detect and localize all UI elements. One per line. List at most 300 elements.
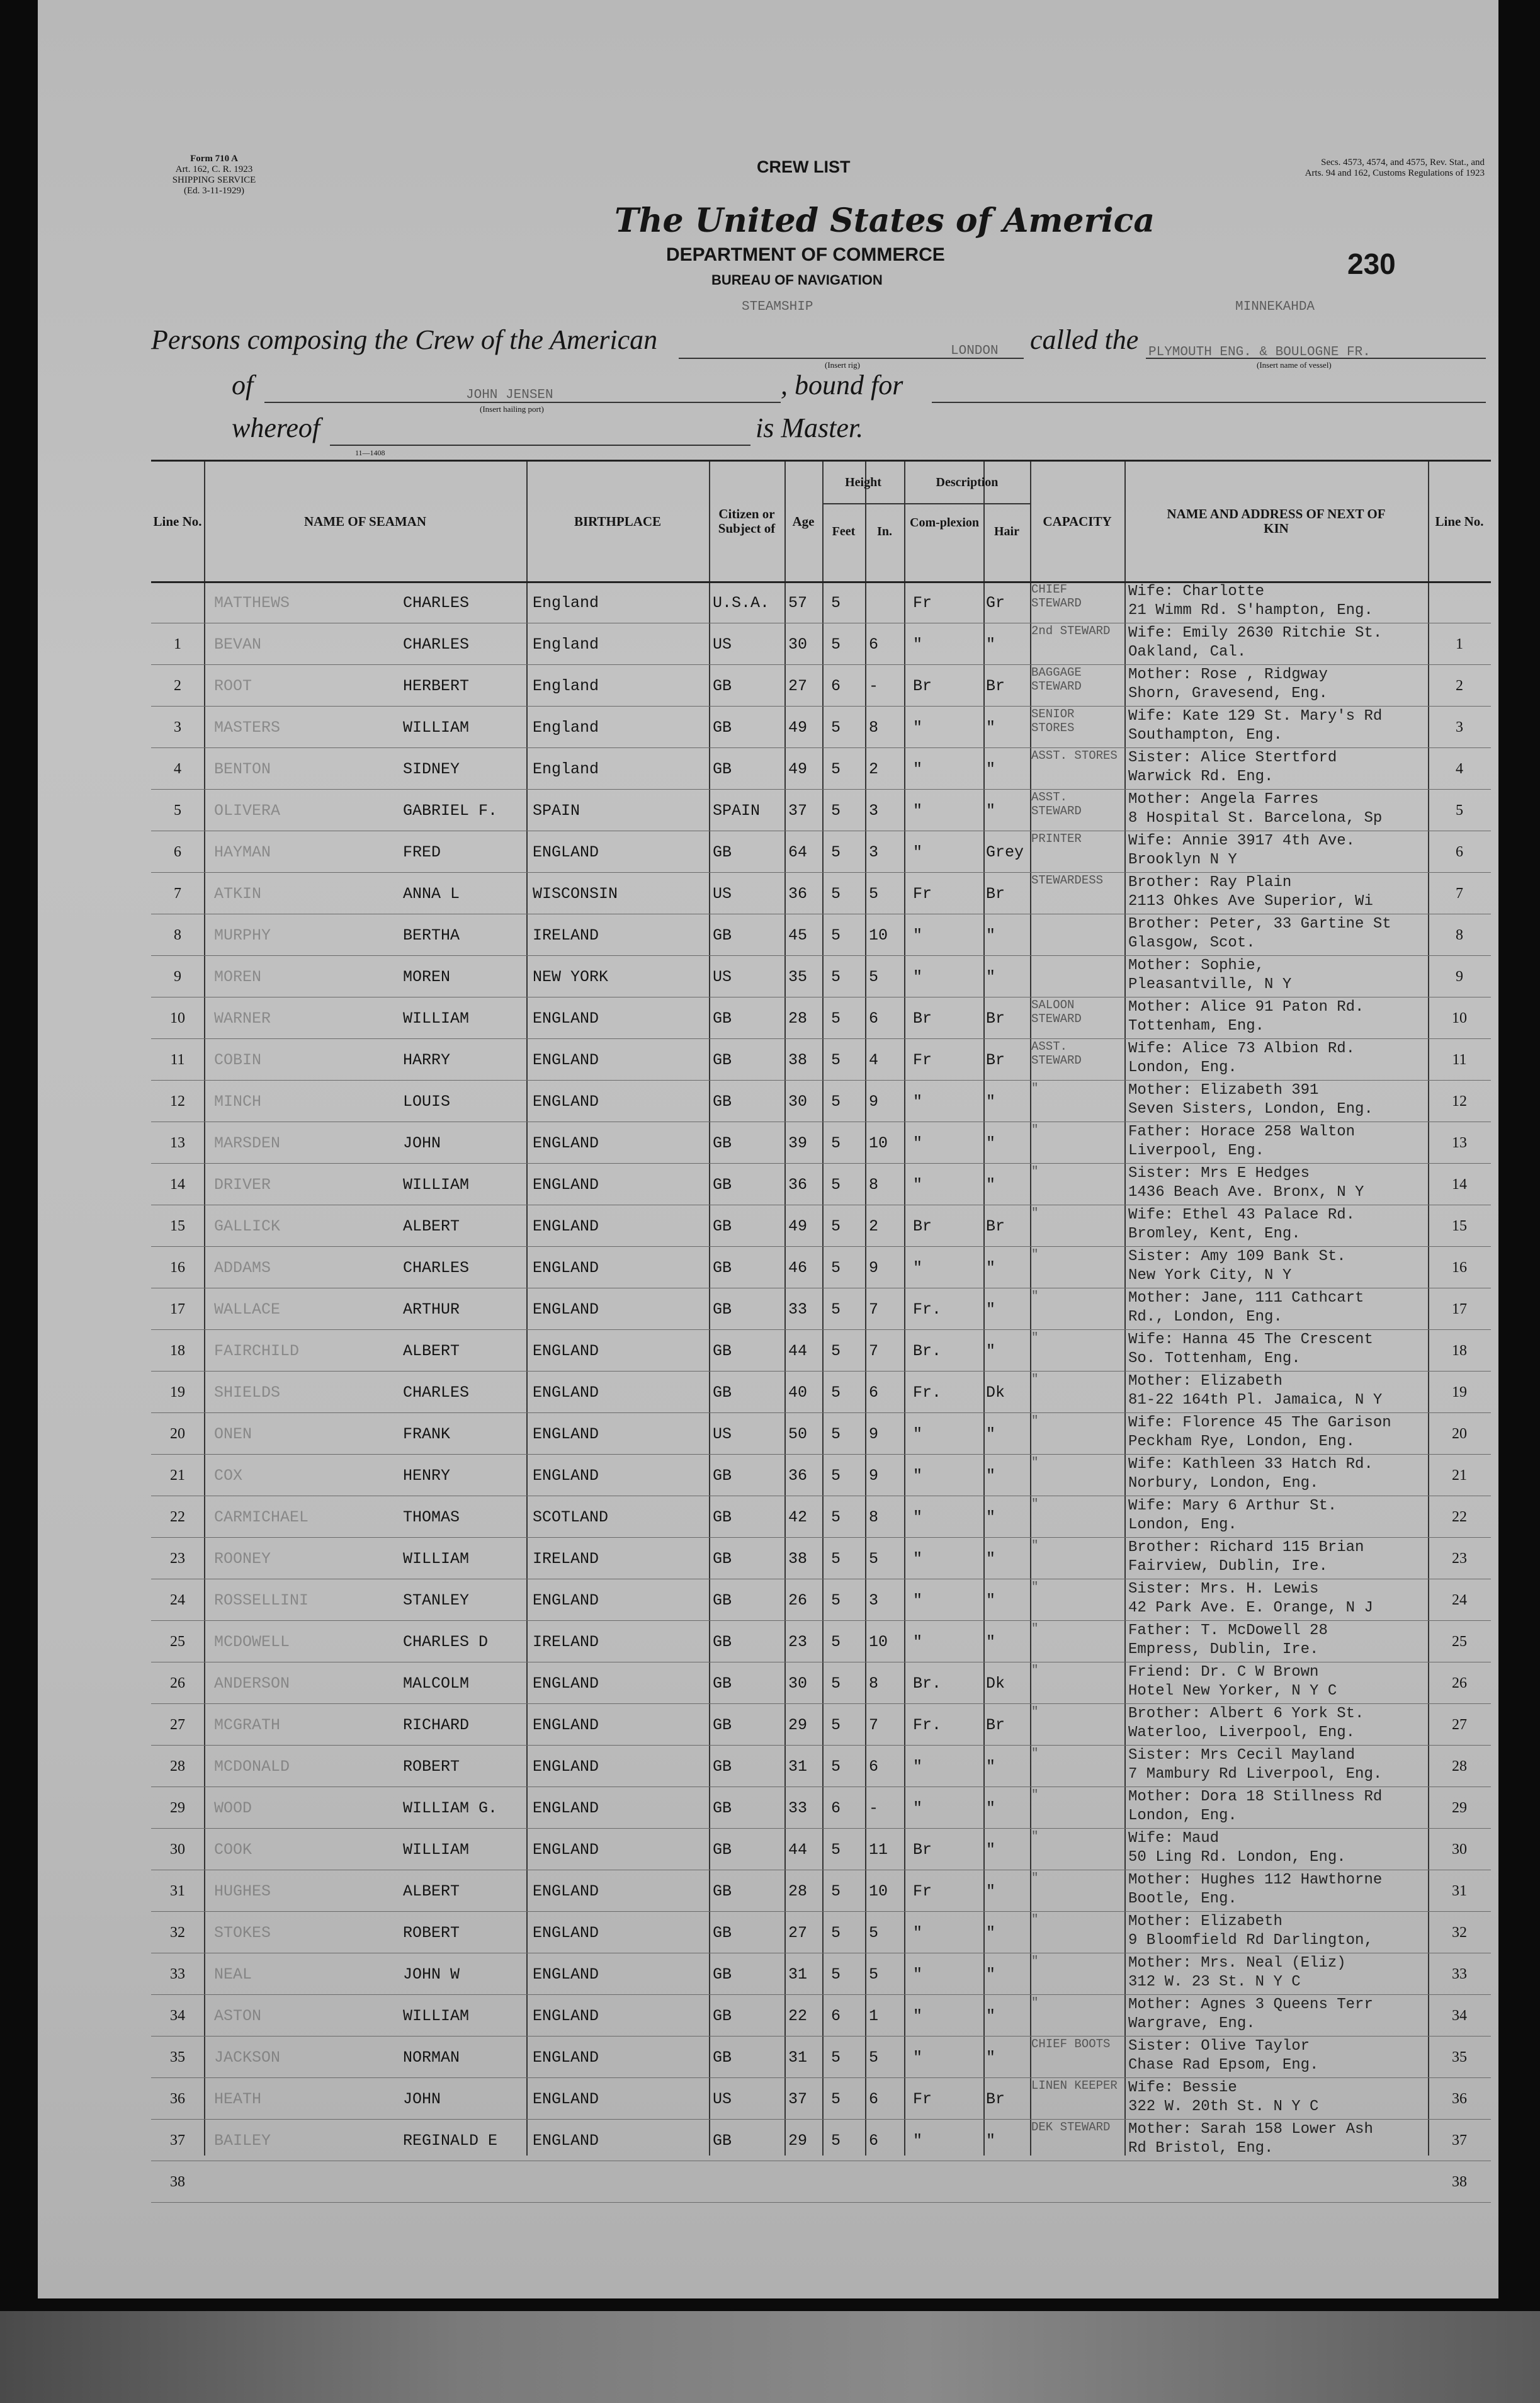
citizenship: GB [713,1591,732,1610]
seaman-given-name: WILLIAM [403,2007,470,2025]
line-number-right: 26 [1452,1675,1467,1691]
called-the-label: called the [1030,324,1139,355]
hair: " [986,635,996,654]
complexion: " [913,1134,923,1152]
hair: " [986,719,996,737]
age: 38 [788,1051,808,1069]
height-feet: 5 [831,1965,841,1984]
crew-row [151,1371,1491,1413]
citizenship: GB [713,1093,732,1111]
next-of-kin-name: Sister: Mrs Cecil Mayland [1128,1747,1356,1764]
next-of-kin-address: Bootle, Eng. [1128,1890,1237,1907]
seaman-given-name: ANNA L [403,885,460,903]
complexion: " [913,1508,923,1526]
line-number-right: 15 [1452,1218,1467,1234]
height-feet: 5 [831,1841,841,1859]
next-of-kin-name: Mother: Dora 18 Stillness Rd [1128,1788,1383,1805]
next-of-kin-address: 2113 Ohkes Ave Superior, Wi [1128,893,1373,910]
line-number: 36 [170,2091,185,2107]
citizenship: GB [713,1799,732,1817]
hair: " [986,1965,996,1984]
capacity: " [1031,1996,1039,2009]
crew-row [151,1537,1491,1579]
insert-port-hint: (Insert hailing port) [480,404,544,414]
capacity: 2nd STEWARD [1031,624,1111,638]
age: 30 [788,1674,808,1693]
citizenship: GB [713,1259,732,1277]
next-of-kin-name: Father: T. McDowell 28 [1128,1622,1328,1639]
hair: " [986,2048,996,2067]
line-number-right: 37 [1452,2132,1467,2149]
line-number: 14 [170,1176,185,1193]
complexion: Br. [913,1342,942,1360]
line-number: 24 [170,1592,185,1608]
line-number: 6 [174,844,181,860]
height-feet: 5 [831,1300,841,1319]
seaman-surname: ADDAMS [214,1259,271,1277]
whereof-label: whereof [232,412,320,443]
next-of-kin-name: Sister: Olive Taylor [1128,2038,1310,2055]
hair: " [986,2007,996,2025]
height-feet: 5 [831,1176,841,1194]
height-inches: 5 [869,1550,879,1568]
age: 33 [788,1799,808,1817]
height-inches: 4 [869,1051,879,1069]
col-line-no-right: Line No. [1435,513,1484,529]
citizenship: GB [713,677,732,695]
seaman-surname: MATTHEWS [214,594,290,612]
line-number-right: 5 [1456,802,1463,819]
complexion: Fr [913,594,932,612]
seaman-surname: FAIRCHILD [214,1342,300,1360]
seaman-given-name: LOUIS [403,1093,451,1111]
crew-row [151,1745,1491,1787]
birthplace: ENGLAND [533,1467,599,1485]
citizenship: GB [713,2048,732,2067]
col-citizen: Citizen or Subject of [718,506,776,536]
line-number-right: 11 [1452,1052,1467,1068]
line-number: 32 [170,1924,185,1941]
citizenship: GB [713,1176,732,1194]
crew-row [151,789,1491,831]
line-number: 27 [170,1717,185,1733]
next-of-kin-name: Brother: Ray Plain [1128,874,1292,891]
capacity: LINEN KEEPER [1031,2079,1118,2093]
age: 49 [788,1217,808,1236]
height-feet: 5 [831,926,841,945]
form-edition: (Ed. 3-11-1929) [183,186,245,196]
next-of-kin-address: So. Tottenham, Eng. [1128,1350,1301,1367]
age: 31 [788,2048,808,2067]
capacity: " [1031,1788,1039,1802]
capacity: " [1031,1081,1039,1095]
line-number-right: 19 [1452,1384,1467,1400]
crew-row [151,872,1491,914]
citizenship: SPAIN [713,802,761,820]
crew-row [151,2036,1491,2078]
height-inches: 8 [869,1674,879,1693]
department-heading: DEPARTMENT OF COMMERCE [666,244,945,265]
birthplace: ENGLAND [533,2132,599,2150]
next-of-kin-address: Rd., London, Eng. [1128,1309,1282,1326]
next-of-kin-address: 50 Ling Rd. London, Eng. [1128,1849,1346,1866]
col-feet: Feet [832,525,856,538]
next-of-kin-address: Peckham Rye, London, Eng. [1128,1433,1356,1450]
line-number-right: 17 [1452,1301,1467,1317]
capacity: BAGGAGE STEWARD [1031,666,1082,693]
country-heading: The United States of America [614,202,1155,240]
seaman-surname: SHIELDS [214,1383,281,1402]
capacity: " [1031,1622,1039,1635]
seaman-surname: COOK [214,1841,252,1859]
complexion: " [913,843,923,861]
age: 64 [788,843,808,861]
line-number-right: 7 [1456,885,1463,902]
hair: " [986,1882,996,1900]
hair: Br [986,1217,1005,1236]
height-inches: 7 [869,1342,879,1360]
height-inches: 3 [869,843,879,861]
next-of-kin-name: Mother: Jane, 111 Cathcart [1128,1290,1364,1307]
age: 36 [788,1176,808,1194]
age: 29 [788,2132,808,2150]
seaman-given-name: SIDNEY [403,760,460,778]
next-of-kin-name: Wife: Emily 2630 Ritchie St. [1128,625,1383,642]
line-number-right: 12 [1452,1093,1467,1110]
next-of-kin-address: Rd Bristol, Eng. [1128,2140,1274,2157]
line-number: 30 [170,1841,185,1858]
birthplace: ENGLAND [533,1134,599,1152]
line-number-right: 1 [1456,636,1463,652]
col-complexion: Com-plexion [910,516,979,530]
hair: " [986,1093,996,1111]
hair: " [986,1342,996,1360]
line-number-right: 35 [1452,2049,1467,2065]
seaman-surname: HEATH [214,2090,262,2108]
height-feet: 5 [831,1508,841,1526]
next-of-kin-name: Wife: Mary 6 Arthur St. [1128,1497,1337,1514]
next-of-kin-name: Mother: Alice 91 Paton Rd. [1128,999,1364,1016]
birthplace: ENGLAND [533,1259,599,1277]
complexion: " [913,1965,923,1984]
hair: " [986,1550,996,1568]
col-birthplace: BIRTHPLACE [574,513,662,529]
height-inches: 5 [869,968,879,986]
line-number: 2 [174,678,181,694]
next-of-kin-name: Brother: Peter, 33 Gartine St [1128,916,1391,933]
birthplace: WISCONSIN [533,885,618,903]
hair: Grey [986,843,1024,861]
height-feet: 5 [831,1758,841,1776]
height-feet: 5 [831,1051,841,1069]
seaman-given-name: WILLIAM G. [403,1799,498,1817]
hair: Br [986,885,1005,903]
line-number-right: 34 [1452,2008,1467,2024]
form-number-block [151,154,277,196]
line-number-right: 8 [1456,927,1463,943]
seaman-surname: COX [214,1467,243,1485]
age: 28 [788,1009,808,1028]
next-of-kin-address: 8 Hospital St. Barcelona, Sp [1128,810,1383,827]
seaman-given-name: WILLIAM [403,1009,470,1028]
seaman-given-name: CHARLES [403,1383,470,1402]
complexion: " [913,926,923,945]
seaman-surname: WALLACE [214,1300,281,1319]
next-of-kin-name: Mother: Elizabeth [1128,1913,1282,1930]
height-feet: 5 [831,885,841,903]
seaman-surname: DRIVER [214,1176,271,1194]
complexion: " [913,1633,923,1651]
birthplace: IRELAND [533,926,599,945]
next-of-kin-name: Sister: Amy 109 Bank St. [1128,1248,1346,1265]
next-of-kin-name: Mother: Elizabeth [1128,1373,1282,1390]
age: 27 [788,1924,808,1942]
age: 29 [788,1716,808,1734]
height-feet: 5 [831,1550,841,1568]
birthplace: ENGLAND [533,1300,599,1319]
line-number: 10 [170,1010,185,1026]
age: 49 [788,719,808,737]
seaman-given-name: JOHN [403,1134,441,1152]
height-inches: 2 [869,1217,879,1236]
next-of-kin-address: New York City, N Y [1128,1267,1292,1284]
seaman-surname: BENTON [214,760,271,778]
capacity: " [1031,1289,1039,1303]
hair: " [986,968,996,986]
line-number-right: 24 [1452,1592,1467,1608]
citizenship: GB [713,1965,732,1984]
line-number-right: 25 [1452,1633,1467,1650]
hair: " [986,1758,996,1776]
seaman-surname: MOREN [214,968,262,986]
complexion: " [913,635,923,654]
hair: " [986,2132,996,2150]
age: 45 [788,926,808,945]
crew-row [151,2119,1491,2161]
col-next-of-kin: NAME AND ADDRESS OF NEXT OF KIN [1167,506,1386,536]
capacity: " [1031,1372,1039,1386]
next-of-kin-address: Pleasantville, N Y [1128,976,1292,993]
line-number: 34 [170,2008,185,2024]
next-of-kin-name: Wife: Hanna 45 The Crescent [1128,1331,1373,1348]
seaman-surname: ROOT [214,677,252,695]
seaman-given-name: ALBERT [403,1882,460,1900]
vessel-value: MINNEKAHDA [1235,300,1315,314]
citizenship: GB [713,1383,732,1402]
master-value: JOHN JENSEN [466,388,553,402]
crew-row [151,1329,1491,1372]
birthplace: ENGLAND [533,1716,599,1734]
complexion: " [913,1176,923,1194]
line-number: 17 [170,1301,185,1317]
capacity: SENIOR STORES [1031,707,1075,735]
seaman-surname: BAILEY [214,2132,271,2150]
next-of-kin-name: Mother: Angela Farres [1128,791,1319,808]
line-number: 20 [170,1426,185,1442]
capacity: " [1031,1538,1039,1552]
age: 30 [788,1093,808,1111]
height-inches: 9 [869,1093,879,1111]
height-inches: 5 [869,2048,879,2067]
crew-row [151,2077,1491,2120]
crew-row [151,1662,1491,1704]
next-of-kin-address: 1436 Beach Ave. Bronx, N Y [1128,1184,1364,1201]
seaman-surname: WARNER [214,1009,271,1028]
line-number: 9 [174,969,181,985]
seaman-surname: ONEN [214,1425,252,1443]
complexion: " [913,2007,923,2025]
complexion: " [913,1758,923,1776]
age: 38 [788,1550,808,1568]
hair: Br [986,1009,1005,1028]
height-feet: 5 [831,719,841,737]
line-number: 12 [170,1093,185,1110]
capacity: PRINTER [1031,832,1082,846]
capacity: CHIEF STEWARD [1031,582,1082,610]
next-of-kin-address: London, Eng. [1128,1516,1237,1533]
capacity: " [1031,1164,1039,1178]
seaman-given-name: JOHN W [403,1965,460,1984]
birthplace: NEW YORK [533,968,609,986]
citizenship: GB [713,843,732,861]
insert-vessel-hint: (Insert name of vessel) [1257,360,1332,370]
seaman-surname: ANDERSON [214,1674,290,1693]
crew-row [151,1246,1491,1288]
complexion: " [913,1259,923,1277]
seaman-given-name: MALCOLM [403,1674,470,1693]
hair: " [986,1467,996,1485]
next-of-kin-address: London, Eng. [1128,1807,1237,1824]
citizenship: GB [713,1051,732,1069]
next-of-kin-address: Shorn, Gravesend, Eng. [1128,685,1328,702]
height-feet: 5 [831,1716,841,1734]
height-inches: 6 [869,1758,879,1776]
height-feet: 5 [831,1467,841,1485]
height-inches: 6 [869,2132,879,2150]
age: 42 [788,1508,808,1526]
next-of-kin-name: Mother: Agnes 3 Queens Terr [1128,1996,1373,2013]
age: 26 [788,1591,808,1610]
height-feet: 5 [831,1259,841,1277]
complexion: Fr [913,885,932,903]
capacity: " [1031,1497,1039,1511]
birthplace: ENGLAND [533,1051,599,1069]
bound-for-value: PLYMOUTH ENG. & BOULOGNE FR. [1148,345,1371,360]
capacity: ASST. STORES [1031,749,1118,763]
statutes-line-2: Arts. 94 and 162, Customs Regulations of 1923 [1305,168,1485,178]
citizenship: GB [713,1924,732,1942]
height-inches: 8 [869,1176,879,1194]
next-of-kin-name: Friend: Dr. C W Brown [1128,1664,1319,1681]
age: 37 [788,2090,808,2108]
height-inches: 6 [869,635,879,654]
age: 31 [788,1965,808,1984]
col-line-no: Line No. [153,513,202,529]
line-number-right: 29 [1452,1800,1467,1816]
capacity: " [1031,1247,1039,1261]
hair: " [986,1841,996,1859]
seaman-given-name: WILLIAM [403,1841,470,1859]
scanner-bed-strip [0,2311,1540,2403]
line-number: 26 [170,1675,185,1691]
citizenship: GB [713,2007,732,2025]
next-of-kin-address: 312 W. 23 St. N Y C [1128,1974,1301,1991]
line-number: 31 [170,1883,185,1899]
height-inches: 10 [869,926,888,945]
next-of-kin-name: Wife: Bessie [1128,2079,1237,2096]
hair: " [986,926,996,945]
capacity: ASST. STEWARD [1031,790,1082,818]
crew-row [151,1703,1491,1746]
line-number-right: 3 [1456,719,1463,736]
crew-row [151,1038,1491,1081]
height-inches: 3 [869,1591,879,1610]
crew-row [151,1994,1491,2037]
birthplace: England [533,635,599,654]
hair: " [986,802,996,820]
line-number-right: 6 [1456,844,1463,860]
seaman-given-name: FRED [403,843,441,861]
height-inches: 9 [869,1467,879,1485]
capacity: " [1031,1871,1039,1885]
age: 28 [788,1882,808,1900]
crew-row [151,747,1491,790]
complexion: " [913,802,923,820]
seaman-surname: MCDONALD [214,1758,290,1776]
citizenship: US [713,635,732,654]
hair: Gr [986,594,1005,612]
line-number-right: 23 [1452,1550,1467,1567]
height-feet: 5 [831,2132,841,2150]
seaman-surname: MCDOWELL [214,1633,290,1651]
capacity: STEWARDESS [1031,873,1104,887]
height-feet: 5 [831,1882,841,1900]
seaman-surname: MINCH [214,1093,262,1111]
capacity: " [1031,1123,1039,1137]
line-number: 15 [170,1218,185,1234]
height-feet: 5 [831,1342,841,1360]
hair: " [986,1259,996,1277]
capacity: " [1031,1912,1039,1926]
next-of-kin-name: Wife: Maud [1128,1830,1220,1847]
hair: " [986,1633,996,1651]
line-number: 4 [174,761,181,777]
seaman-given-name: HENRY [403,1467,451,1485]
line-number-right: 32 [1452,1924,1467,1941]
line-number: 25 [170,1633,185,1650]
seaman-surname: GALLICK [214,1217,281,1236]
next-of-kin-name: Mother: Hughes 112 Hawthorne [1128,1872,1383,1889]
col-age: Age [792,513,815,529]
seaman-surname: HAYMAN [214,843,271,861]
height-inches: 3 [869,802,879,820]
height-inches: 11 [869,1841,888,1859]
age: 57 [788,594,808,612]
next-of-kin-address: Bromley, Kent, Eng. [1128,1225,1301,1242]
height-feet: 5 [831,968,841,986]
line-number: 19 [170,1384,185,1400]
height-feet: 5 [831,1009,841,1028]
capacity: DEK STEWARD [1031,2120,1111,2134]
height-feet: 5 [831,1633,841,1651]
next-of-kin-name: Sister: Mrs E Hedges [1128,1165,1310,1182]
height-inches: 10 [869,1882,888,1900]
citizenship: GB [713,1633,732,1651]
height-inches: - [869,677,879,695]
birthplace: ENGLAND [533,1342,599,1360]
height-inches: 9 [869,1425,879,1443]
height-inches: 5 [869,1965,879,1984]
